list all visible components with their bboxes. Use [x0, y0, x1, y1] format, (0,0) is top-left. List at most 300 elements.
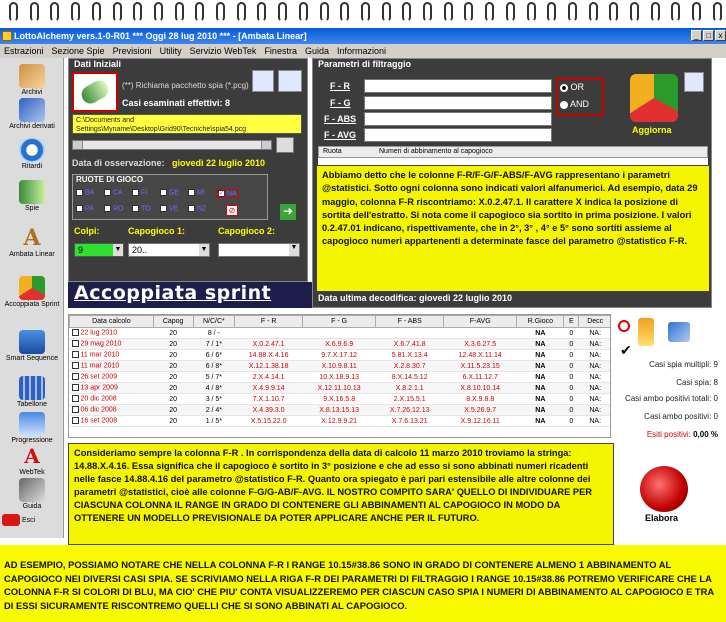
spiral-ring [195, 2, 204, 22]
spiral-ring [92, 2, 101, 22]
col-decc[interactable]: Decc [579, 316, 611, 328]
ruota-to[interactable]: TO [141, 205, 151, 213]
spiral-ring [299, 2, 308, 22]
sidebar-item-spie[interactable] [2, 180, 62, 212]
spiral-ring [113, 2, 122, 22]
spiral-ring [9, 2, 18, 22]
table-cell: X.2.8.30.7 [376, 361, 444, 372]
table-row[interactable] [70, 405, 612, 416]
row-checkbox[interactable] [72, 406, 79, 413]
chevron-down-icon: ▼ [113, 244, 123, 256]
col-fabs[interactable]: F - ABS [376, 316, 444, 328]
sidebar-item-label: Archivi [21, 89, 43, 96]
filter-title: Parametri di filtraggio [318, 59, 412, 69]
and-radio[interactable] [560, 99, 589, 109]
table-cell [70, 361, 154, 372]
open-folder-button[interactable] [252, 70, 274, 92]
table-cell: X.6.7.41.8 [376, 339, 444, 350]
menu-utility[interactable]: Utility [159, 46, 182, 56]
table-row[interactable] [70, 361, 612, 372]
stat-label: Esiti positivi: [646, 430, 691, 439]
table-cell: 2.X.4.14.1 [235, 372, 303, 383]
table-cell: 7.X.1.10.7 [235, 394, 303, 405]
table-cell [235, 328, 303, 339]
or-radio[interactable] [560, 82, 584, 92]
col-e[interactable]: E [564, 316, 579, 328]
elabora-button[interactable] [640, 466, 688, 512]
table-cell: 10.X.18.9.13 [303, 372, 376, 383]
field-fr-label: F - R [330, 81, 350, 91]
capogioco2-select[interactable] [218, 243, 300, 257]
row-checkbox[interactable] [72, 417, 79, 424]
col-capog[interactable]: Capog [153, 316, 193, 328]
ruote-title: RUOTE DI GIOCO [76, 175, 144, 184]
chevron-down-icon: ▼ [199, 244, 209, 256]
sidebar-item-label: Ambata Linear [9, 251, 55, 258]
spiral-ring [651, 2, 660, 22]
table-cell: 12.48.X.11.14 [444, 350, 517, 361]
casi-esaminati-label: Casi esaminati effettivi: 8 [122, 98, 231, 108]
table-cell: X.4.39.3.0 [235, 405, 303, 416]
table-cell: NA: [579, 328, 611, 339]
spiral-ring [175, 2, 184, 22]
table-cell: 14.88.X.4.16 [235, 350, 303, 361]
spiral-ring [340, 2, 349, 22]
sidebar-item-ritardi[interactable] [2, 138, 62, 170]
field-fg-label: F - G [330, 98, 351, 108]
maximize-button[interactable]: □ [703, 30, 714, 41]
radio-unchecked-icon [560, 101, 568, 109]
clock-icon [19, 138, 45, 162]
spiral-ring [278, 2, 287, 22]
table-cell: 3 / 5* [193, 394, 235, 405]
table-cell [70, 350, 154, 361]
table-cell: NA: [579, 405, 611, 416]
stat-value: 0,00 % [693, 430, 718, 439]
ruota-mi[interactable]: MI [197, 189, 205, 197]
row-checkbox[interactable] [72, 340, 79, 347]
table-cell: 5.81.X.13.4 [376, 350, 444, 361]
table-cell: 20 [153, 383, 193, 394]
ruota-ve[interactable]: VE [169, 205, 179, 213]
table-cell: 0 [564, 383, 579, 394]
table-cell [376, 328, 444, 339]
row-date: 22 lug 2010 [80, 329, 118, 337]
save-diskette-icon[interactable] [684, 72, 704, 92]
clear-ruote-icon[interactable]: ⊘ [226, 205, 238, 216]
table-cell: X.8.13.15.13 [303, 405, 376, 416]
sidebar-item-smart-sequence[interactable] [2, 330, 62, 362]
col-ruota: Ruota [323, 148, 342, 155]
menu-bar [0, 44, 726, 58]
stat-casi-spia [676, 378, 718, 387]
colpi-label: Colpi: [74, 226, 100, 236]
sidebar-item-label: Ritardi [21, 163, 43, 170]
table-cell: 0 [564, 405, 579, 416]
book-icon[interactable] [668, 322, 690, 342]
sidebar-item-accoppiata-sprint[interactable] [2, 276, 62, 308]
table-cell: 6 / 6* [193, 350, 235, 361]
table-header-row [70, 316, 612, 328]
ruote-row-1: BA CA FI GE MI ✓ NA [76, 189, 266, 201]
table-row[interactable] [70, 339, 612, 350]
row-date: 26 set 2009 [80, 373, 118, 381]
spiral-ring [609, 2, 618, 22]
spiral-ring [630, 2, 639, 22]
pencil-icon [19, 64, 45, 88]
table-cell: 6.X.11.12.7 [444, 372, 517, 383]
capogioco1-label: Capogioco 1: [128, 226, 186, 236]
table-cell [70, 372, 154, 383]
table-cell: NA [517, 394, 564, 405]
field-fr-input[interactable] [364, 79, 552, 93]
table-cell: 4 / 8* [193, 383, 235, 394]
chevron-down-icon: ▼ [289, 244, 299, 256]
col-fr[interactable]: F - R [235, 316, 303, 328]
app-icon [2, 31, 12, 41]
sidebar-item-label: WebTek [19, 469, 45, 476]
last-decode-label: Data ultima decodifica: giovedì 22 luglio 2010 [318, 293, 513, 303]
path-field[interactable]: C:\Documents and Settings\Myname\Desktop\Grid90\Tecniche\spia54.pcg [72, 114, 302, 134]
colpi-select[interactable] [74, 243, 124, 257]
table-cell [303, 328, 376, 339]
ruota-ca[interactable]: CA [113, 189, 123, 197]
row-date: 16 set 2008 [80, 417, 118, 425]
table-cell: X.11.5.23.15 [444, 361, 517, 372]
sidebar-item-label: Tabellone [17, 401, 47, 408]
field-favg-input[interactable] [364, 128, 552, 142]
table-cell: X.7.26.12.13 [376, 405, 444, 416]
spiral-ring [257, 2, 266, 22]
table-cell: 20 [153, 350, 193, 361]
menu-previsioni[interactable]: Previsioni [112, 46, 152, 56]
colpi-value: 9 [78, 245, 84, 255]
note-callout-2: Consideriamo sempre la colonna F-R . In corrispondenza della data di calcolo 11 marzo 2010 troviamo la stringa: 14.88.X.4.16. Essa significa che il capogioco è sortito in 3° posizione e che ad esso si sono abbinati numeri ricadenti nelle fasce 14.88.4.16 del parametro @statistico F-R. Quanto ora spiegato è pari pari estensibile alle altre colonne dei parametri @statistici, cioè alle colonne F-G/G-AB/F-AVG. IL NOSTRO COMPITO SARA' QUELLO DI INDIVIDUARE PER CIASCUNA COLONNA IL RANGE IN GRADO DI CONTENERE GLI ABBINAMENTI AL CAPOGIOCO IN MODO DA OTTENERE UN MODELLO PREVISIONALE DA POTER APPLICARE ANCHE PER IL FUTURO. [68, 443, 614, 545]
table-cell: 0 [564, 350, 579, 361]
and-label: AND [570, 99, 590, 109]
table-cell: NA [517, 372, 564, 383]
col-rgioco[interactable]: R.Gioco [517, 316, 564, 328]
stat-ambo-totali [625, 394, 718, 403]
spiral-ring [527, 2, 536, 22]
table-cell: 20 [153, 372, 193, 383]
table-cell [70, 328, 154, 339]
sidebar-item-ambata-linear[interactable] [2, 226, 62, 258]
help-book-icon [19, 478, 45, 502]
sprint-title: Accoppiata sprint [74, 282, 272, 304]
spiral-ring [402, 2, 411, 22]
col-ncc[interactable]: N/C/C* [193, 316, 235, 328]
row-checkbox[interactable] [72, 362, 79, 369]
sidebar-item-webtek[interactable] [2, 444, 62, 476]
table-cell: 20 [153, 416, 193, 427]
sidebar-item-archivi-derivati[interactable] [2, 98, 62, 130]
spiral-ring [506, 2, 515, 22]
sidebar-item-esci[interactable] [2, 514, 62, 526]
shield-icon [19, 330, 45, 354]
stat-label: Casi spia multipli: [649, 360, 712, 369]
table-cell: 0 [564, 372, 579, 383]
table-cell: 0 [564, 394, 579, 405]
save-diskette-button[interactable] [278, 70, 302, 92]
spiral-ring [50, 2, 59, 22]
stat-ambo-positivi [644, 412, 718, 421]
sidebar-item-label: Esci [21, 516, 36, 524]
table-cell: NA: [579, 372, 611, 383]
col-data-calcolo[interactable]: Data calcolo [70, 316, 154, 328]
data-osservazione-label: Data di osservazione: [72, 158, 165, 168]
menu-servizio-webtek[interactable]: Servizio WebTek [189, 46, 257, 56]
menu-sezione-spie[interactable]: Sezione Spie [51, 46, 105, 56]
pill-icon [78, 77, 111, 107]
bottom-note: AD ESEMPIO, POSSIAMO NOTARE CHE NELLA COLONNA F-R I RANGE 10.15#38.86 SONO IN GRADO DI CONTENERE ALMENO 1 ABBINAMENTO AL CAPOGIOCO NEI DIVERSI CASI SPIA. SE SCRIVIAMO NELLA RIGA F-R DEI PARAMETRI DI FILTRAGGIO I RANGE 10.15#38.86 POTREMO VERIFICARE CHE LA COLONNA F-R SI COLORI DI BLU, MA CIO' CHE PIU' CONTA VISUALIZZEREMO PER CIASCUN CASO SPIA I NUMERI DI ABBINAMENTO AL CAPOGIOCO E TRA DI ESSI SICURAMENTE RISCONTREMO QUELLI CHE SI SONO ABBINATI AL CAPOGIOCO. [0, 545, 726, 622]
stat-esiti-positivi [647, 430, 718, 439]
table-cell: X.9.12.16.11 [444, 416, 517, 427]
table-cell: 20 [153, 405, 193, 416]
table-row[interactable] [70, 372, 612, 383]
spiral-ring [423, 2, 432, 22]
table-cell: 0 [564, 361, 579, 372]
capogioco2-label: Capogioco 2: [218, 226, 276, 236]
table-cell: 0 [564, 339, 579, 350]
table-cell: NA [517, 416, 564, 427]
note-callout-1: Abbiamo detto che le colonne F-R/F-G/F-ABS/F-AVG rappresentano i parametri @statistici. Sotto ogni colonna sono indicati valori alfanumerici. Ad esempio, data 29 maggio, colonna F-R riscontriamo: X.0.2.47.1. Il carattere X indica la posizione di sortita dell'estratto. Si nota come il capogioco sia sortito in prima posizione. I valori 0.2.47.01 indicano, rispettivamente, che in 2°, 3° , 4° e 5° sono sortiti assieme al capogioco numeri appartenenti a determinate fasce del parametro @statistico F-R. [316, 165, 710, 292]
sidebar-item-label: Spie [24, 205, 39, 212]
stat-label: Casi ambo positivi: [644, 412, 712, 421]
sidebar [0, 58, 64, 538]
spiral-ring [671, 2, 680, 22]
table-cell: NA: [579, 339, 611, 350]
calc-icon[interactable] [276, 137, 294, 153]
richiama-spia-button[interactable] [72, 72, 118, 112]
table-row[interactable] [70, 328, 612, 339]
table-cell: 9.X.16.5.8 [303, 394, 376, 405]
row-date: 20 dic 2008 [80, 395, 117, 403]
ruota-pa[interactable]: PA [85, 205, 94, 213]
letter-a-red-icon: A [24, 444, 40, 468]
table-cell: 20 [153, 361, 193, 372]
table-cell: 7 / 1* [193, 339, 235, 350]
pill-icon [19, 180, 45, 204]
table-cell: 20 [153, 394, 193, 405]
row-checkbox[interactable] [72, 373, 79, 380]
table-cell: X.5.26.9.7 [444, 405, 517, 416]
exit-icon [2, 514, 20, 526]
field-favg-label: F - AVG [324, 130, 356, 140]
sidebar-item-guida[interactable] [2, 478, 62, 510]
table-cell: 0 [564, 416, 579, 427]
table-cell: NA: [579, 394, 611, 405]
dati-iniziali-title: Dati Iniziali [74, 59, 122, 69]
row-checkbox[interactable] [72, 384, 79, 391]
book-icon [19, 412, 45, 436]
table-cell: X.6.9.6.9 [303, 339, 376, 350]
ruota-fi[interactable]: FI [141, 189, 148, 197]
table-cell: X.7.6.13.21 [376, 416, 444, 427]
table-cell: NA [517, 350, 564, 361]
ruota-nz[interactable]: NZ [197, 205, 207, 213]
row-date: 11 mar 2010 [80, 351, 120, 359]
field-fg-input[interactable] [364, 96, 552, 110]
ruota-ro[interactable]: RO [113, 205, 124, 213]
sidebar-item-label: Guida [22, 503, 42, 510]
menu-finestra[interactable]: Finestra [264, 46, 297, 56]
spiral-ring [547, 2, 556, 22]
table-cell: NA [517, 328, 564, 339]
spiral-ring [568, 2, 577, 22]
sidebar-item-progressione[interactable] [2, 412, 62, 444]
refresh-icon [19, 276, 45, 300]
table-cell: X.8.2.1.1 [376, 383, 444, 394]
row-date: 11 mar 2010 [80, 362, 120, 370]
spia-hint-label: (**) Richiama pacchetto spia (*.pcg) [122, 81, 249, 90]
table-cell: X.5.15.22.0 [235, 416, 303, 427]
table-cell: X.0.2.47.1 [235, 339, 303, 350]
sidebar-item-archivi[interactable] [2, 64, 62, 96]
spiral-ring [485, 2, 494, 22]
ruota-ba[interactable]: BA [85, 189, 95, 197]
radio-checked-icon [560, 84, 568, 92]
row-date: 29 mag 2010 [80, 340, 122, 348]
table-cell: NA: [579, 361, 611, 372]
col-numeri: Numeri di abbinamento al capogioco [379, 148, 493, 155]
menu-informazioni[interactable]: Informazioni [336, 46, 387, 56]
checkmark-icon: ✔ [620, 342, 632, 358]
sidebar-item-label: Accoppiata Sprint [4, 301, 60, 308]
spiral-ring [361, 2, 370, 22]
table-cell: X.3.6.27.5 [444, 339, 517, 350]
arrow-right-icon[interactable]: ➜ [280, 204, 296, 220]
table-cell: X.12.11.10.13 [303, 383, 376, 394]
row-date: 06 dic 2008 [80, 406, 117, 414]
sidebar-item-label: Smart Sequence [5, 355, 59, 362]
table-cell: NA: [579, 350, 611, 361]
table-row[interactable] [70, 350, 612, 361]
capogioco1-select[interactable] [128, 243, 210, 257]
table-cell: X.4.9.9.14 [235, 383, 303, 394]
jar-icon [638, 318, 654, 346]
results-table-wrap [68, 314, 611, 438]
stat-value: 0 [713, 412, 718, 421]
aggiorna-button[interactable] [630, 74, 678, 122]
table-cell: 6 / 8* [193, 361, 235, 372]
window-title: LottoAlchemy vers.1-0-R01 *** Oggi 28 lug 2010 *** - [Ambata Linear] [14, 31, 307, 41]
results-table [69, 315, 611, 427]
table-cell: 8 / - [193, 328, 235, 339]
table-cell: 5 / 7* [193, 372, 235, 383]
capogioco1-value: 20.. [132, 245, 148, 255]
table-cell: NA [517, 383, 564, 394]
table-cell [70, 339, 154, 350]
spiral-binding [0, 0, 726, 28]
menu-estrazioni[interactable]: Estrazioni [4, 46, 44, 56]
table-cell [70, 405, 154, 416]
book-icon [19, 98, 45, 122]
table-cell: 20 [153, 339, 193, 350]
row-checkbox[interactable] [72, 329, 79, 336]
ruote-row-2 [76, 205, 266, 217]
spiral-ring [71, 2, 80, 22]
ruota-ge[interactable]: GE [169, 189, 180, 197]
table-cell: 0 [564, 328, 579, 339]
stat-label: Casi ambo positivi totali: [625, 394, 712, 403]
table-cell: 2 / 4* [193, 405, 235, 416]
spiral-ring [237, 2, 246, 22]
table-cell: 9.7.X.17.12 [303, 350, 376, 361]
chart-icon [19, 376, 45, 400]
table-cell: X.10.9.8.11 [303, 361, 376, 372]
table-cell: NA [517, 405, 564, 416]
table-cell: 20 [153, 328, 193, 339]
aggiorna-label: Aggiorna [632, 125, 672, 135]
field-fabs-label: F - ABS [324, 114, 357, 124]
table-cell: X.8.10.10.14 [444, 383, 517, 394]
stat-label: Casi spia: [676, 378, 712, 387]
data-osservazione-value: giovedì 22 luglio 2010 [172, 158, 266, 168]
stat-value: 0 [713, 394, 718, 403]
spiral-ring [692, 2, 701, 22]
table-row[interactable] [70, 394, 612, 405]
elabora-label: Elabora [645, 513, 679, 523]
spiral-ring [444, 2, 453, 22]
spiral-ring [216, 2, 225, 22]
stat-value: 8 [713, 378, 718, 387]
table-cell: X.12.9.9.21 [303, 416, 376, 427]
spiral-ring [30, 2, 39, 22]
row-date: 13 apr 2009 [80, 384, 118, 392]
spiral-ring [589, 2, 598, 22]
table-cell: 8.X.14.5.12 [376, 372, 444, 383]
sidebar-item-label: Progressione [11, 437, 53, 444]
minimize-button[interactable]: _ [691, 30, 702, 41]
no-entry-icon[interactable] [618, 320, 630, 332]
close-button[interactable]: x [715, 30, 726, 41]
spiral-ring [382, 2, 391, 22]
row-checkbox[interactable] [72, 351, 79, 358]
table-body [70, 328, 612, 427]
stat-casi-multipli [649, 360, 718, 369]
menu-guida[interactable]: Guida [304, 46, 329, 56]
col-favg[interactable]: F-AVG [444, 316, 517, 328]
sidebar-item-label: Archivi derivati [9, 123, 55, 130]
table-row[interactable] [70, 383, 612, 394]
filter-grid-header [318, 146, 708, 158]
table-cell [70, 416, 154, 427]
table-cell: NA: [579, 416, 611, 427]
window-titlebar [0, 28, 726, 44]
table-cell: NA: [579, 383, 611, 394]
spiral-ring [133, 2, 142, 22]
table-row[interactable] [70, 416, 612, 427]
table-cell: 8.X.9.8.8 [444, 394, 517, 405]
field-fabs-input[interactable] [364, 112, 552, 126]
row-checkbox[interactable] [72, 395, 79, 402]
col-fg[interactable]: F - G [303, 316, 376, 328]
spiral-ring [154, 2, 163, 22]
table-cell: X.12.1.38.18 [235, 361, 303, 372]
stat-value: 9 [713, 360, 718, 369]
table-cell: 2.X.15.5.1 [376, 394, 444, 405]
or-label: OR [570, 82, 585, 92]
ruota-na[interactable]: NA [227, 190, 237, 198]
sidebar-item-tabellone[interactable] [2, 376, 62, 408]
table-cell: 1 / 5* [193, 416, 235, 427]
spiral-ring [713, 2, 722, 22]
horizontal-scrollbar[interactable] [72, 140, 272, 150]
table-cell: NA [517, 361, 564, 372]
table-cell [444, 328, 517, 339]
letter-a-icon: A [23, 225, 41, 251]
